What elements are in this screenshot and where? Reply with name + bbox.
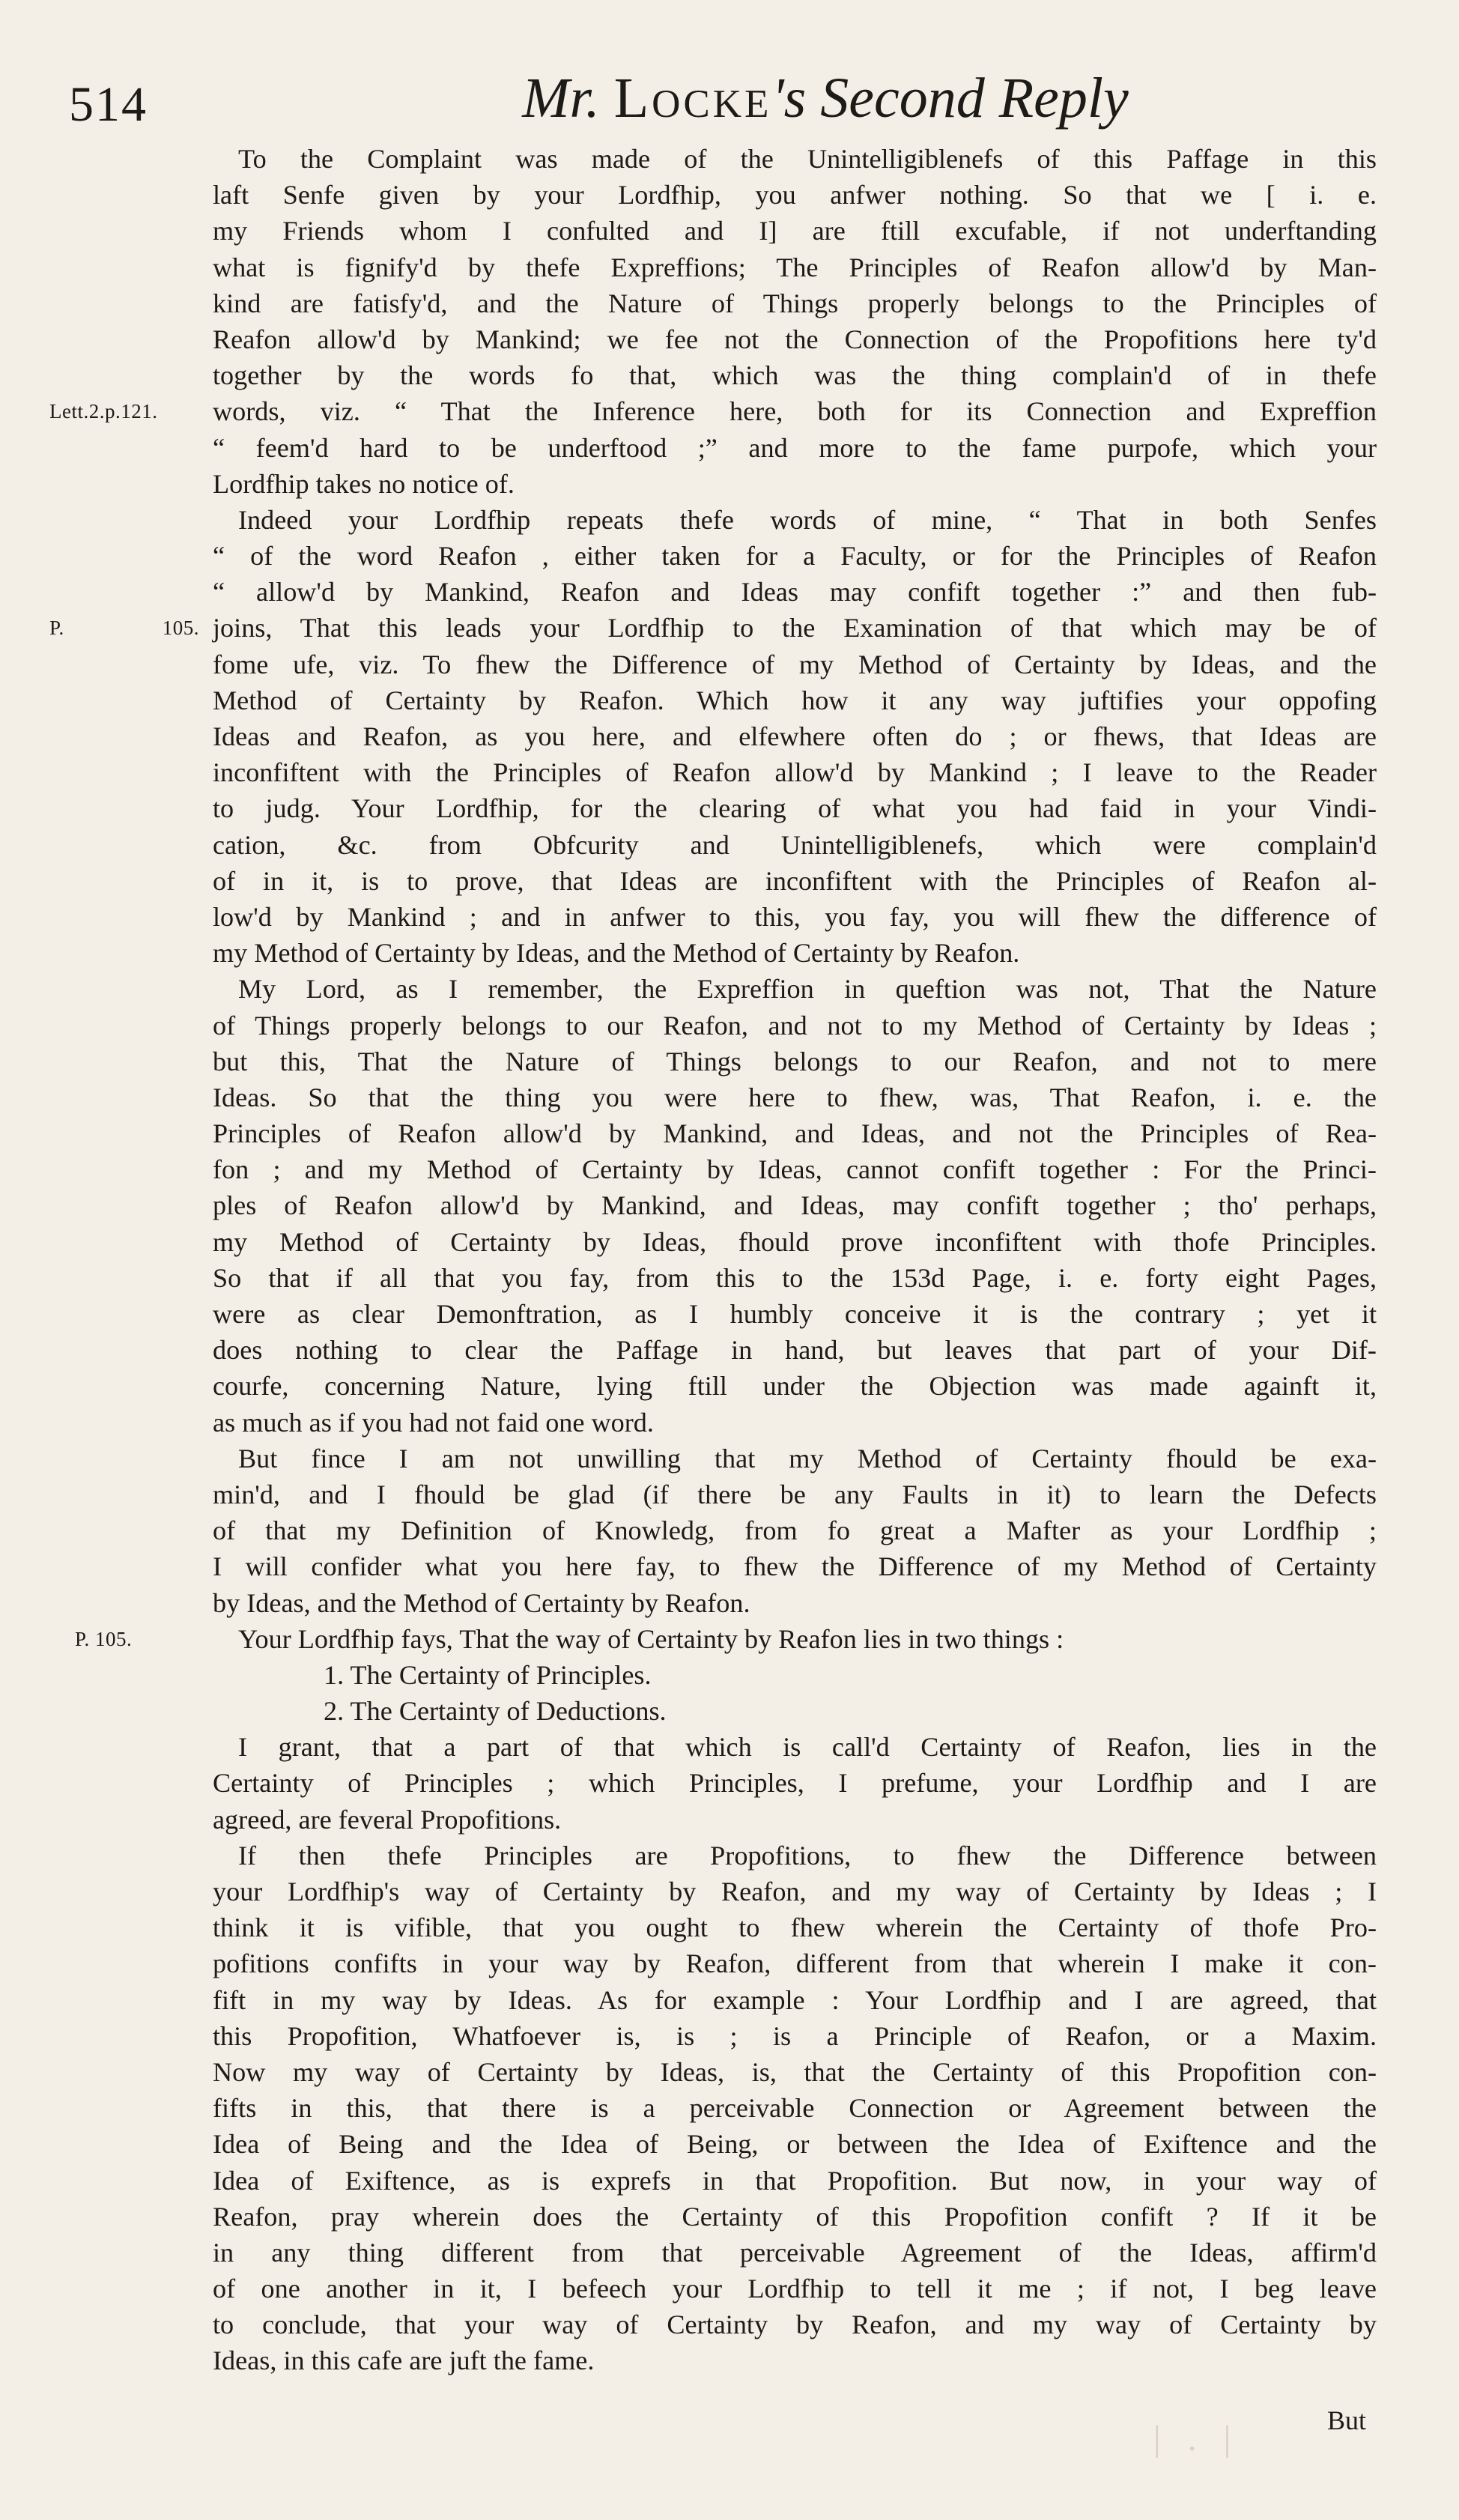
text-line: But fince I am not unwilling that my Method of Certainty fhould be exa- bbox=[238, 1443, 1377, 1473]
text-line: “ feem'd hard to be underftood ;” and more to the fame purpofe, which your bbox=[213, 432, 1377, 463]
list-item: 2. The Certainty of Deductions. bbox=[324, 1696, 667, 1727]
text-line: To the Complaint was made of the Unintelligiblenefs of this Paffage in this bbox=[238, 144, 1377, 174]
running-head-prefix: Mr. bbox=[522, 67, 614, 130]
text-line-with-note bbox=[75, 1621, 1377, 1657]
text-line: Reafon allow'd by Mankind; we fee not the Connection of the Propofitions here ty'd bbox=[213, 324, 1377, 354]
text-line: of one another in it, I befeech your Lordfhip to tell it me ; if not, I beg leave bbox=[213, 2274, 1377, 2304]
text-line: Idea of Exiftence, as is exprefs in that Propofition. But now, in your way of bbox=[213, 2165, 1377, 2196]
text-line: So that if all that you fay, from this to the 153d Page, i. e. forty eight Pages, bbox=[213, 1262, 1377, 1293]
running-head-name: Locke bbox=[613, 67, 772, 130]
text-line: low'd by Mankind ; and in anfwer to this, you fay, you will fhew the difference of bbox=[213, 901, 1377, 932]
margin-note: Lett.2.p.121. bbox=[49, 400, 158, 423]
text-line: pofitions confifts in your way by Reafon, different from that wherein I make it con- bbox=[213, 1948, 1377, 1979]
text-line: laft Senfe given by your Lordfhip, you anfwer nothing. So that we [ i. e. bbox=[213, 180, 1377, 210]
text-line: ples of Reafon allow'd by Mankind, and Ideas, may confift together ; tho' perhaps, bbox=[213, 1190, 1377, 1221]
margin-note: P. 105. bbox=[75, 1627, 133, 1650]
text-line: courfe, concerning Nature, lying ftill under the Objection was made againft it, bbox=[213, 1371, 1377, 1402]
show-through-mark: | . | bbox=[1153, 2419, 1240, 2459]
text-line: of that my Definition of Knowledg, from fo great a Mafter as your Lordfhip ; bbox=[213, 1515, 1377, 1546]
text-line: by Ideas, and the Method of Certainty by Reafon. bbox=[213, 1587, 750, 1618]
text-line: were as clear Demonftration, as I humbly conceive it is the contrary ; yet it bbox=[213, 1299, 1377, 1329]
text-line-with-note bbox=[49, 610, 1377, 646]
text-line: my Method of Certainty by Ideas, fhould prove inconfiftent with thofe Principles. bbox=[213, 1226, 1377, 1257]
text-line: fift in my way by Ideas. As for example : Your Lordfhip and I are agreed, that bbox=[213, 1984, 1377, 2015]
text-line: as much as if you had not faid one word. bbox=[213, 1407, 654, 1438]
text-line: Principles of Reafon allow'd by Mankind, and Ideas, and not the Principles of Rea- bbox=[213, 1118, 1377, 1149]
page-number: 514 bbox=[69, 77, 148, 132]
text-line: my Method of Certainty by Ideas, and the Method of Certainty by Reafon. bbox=[213, 938, 1020, 969]
text-line: your Lordfhip's way of Certainty by Reafon, and my way of Certainty by Ideas ; I bbox=[213, 1877, 1377, 1906]
text-line: Reafon, pray wherein does the Certainty of this Propofition confift ? If it be bbox=[213, 2201, 1377, 2232]
text-line: kind are fatisfy'd, and the Nature of Things properly belongs to the Principles of bbox=[213, 288, 1377, 318]
text-line: I will confider what you here fay, to fhew the Difference of my Method of Certainty bbox=[213, 1551, 1377, 1582]
text-line: to conclude, that your way of Certainty by Reafon, and my way of Certainty by bbox=[213, 2310, 1377, 2340]
text-line: think it is vifible, that you ought to fhew wherein the Certainty of thofe Pro- bbox=[213, 1912, 1377, 1943]
text-line: Ideas and Reafon, as you here, and elfewhere often do ; or fhews, that Ideas are bbox=[213, 721, 1377, 751]
text-line: in any thing different from that perceivable Agreement of the Ideas, affirm'd bbox=[213, 2237, 1377, 2268]
text-line: agreed, are feveral Propofitions. bbox=[213, 1804, 562, 1835]
text-line: “ of the word Reafon , either taken for a Faculty, or for the Principles of Reafon bbox=[213, 541, 1377, 572]
margin-note: P. 105. bbox=[49, 617, 199, 640]
text-line: Lordfhip takes no notice of. bbox=[213, 468, 515, 499]
text-line: does nothing to clear the Paffage in hand, but leaves that part of your Dif- bbox=[213, 1335, 1377, 1366]
text-line: this Propofition, Whatfoever is, is ; is a Principle of Reafon, or a Maxim. bbox=[213, 2020, 1377, 2051]
text-line: fon ; and my Method of Certainty by Ideas, cannot confift together : For the Princi- bbox=[213, 1154, 1377, 1185]
text-line: inconfiftent with the Principles of Reafon allow'd by Mankind ; I leave to the Reader bbox=[213, 757, 1377, 788]
text-line: fome ufe, viz. To fhew the Difference of my Method of Certainty by Ideas, and the bbox=[213, 649, 1377, 679]
text-line: Method of Certainty by Reafon. Which how it any way juftifies your oppofing bbox=[213, 685, 1377, 715]
text-line: of Things properly belongs to our Reafon, and not to my Method of Certainty by Ideas ; bbox=[213, 1010, 1377, 1041]
text-line: min'd, and I fhould be glad (if there be any Faults in it) to learn the Defects bbox=[213, 1479, 1377, 1509]
text-line: Now my way of Certainty by Ideas, is, that the Certainty of this Propofition con- bbox=[213, 2056, 1377, 2087]
text-line: of in it, is to prove, that Ideas are inconfiftent with the Principles of Reafon al- bbox=[213, 865, 1377, 896]
catchword: But bbox=[1326, 2405, 1366, 2435]
text-line: what is fignify'd by thefe Expreffions; The Principles of Reafon allow'd by Man- bbox=[213, 252, 1377, 282]
running-head-suffix: 's Second Reply bbox=[771, 67, 1129, 130]
text-line: My Lord, as I remember, the Expreffion in queftion was not, That the Nature bbox=[238, 974, 1377, 1005]
text-line-with-note bbox=[49, 393, 1377, 429]
text-line: Ideas. So that the thing you were here to fhew, was, That Reafon, i. e. the bbox=[213, 1082, 1377, 1112]
text-line: Certainty of Principles ; which Principles, I prefume, your Lordfhip and I are bbox=[213, 1768, 1377, 1799]
text-line: I grant, that a part of that which is call'd Certainty of Reafon, lies in the bbox=[238, 1732, 1377, 1763]
text-line: Idea of Being and the Idea of Being, or between the Idea of Exiftence and the bbox=[213, 2129, 1377, 2160]
text-line: my Friends whom I confulted and I] are ftill excufable, if not underftanding bbox=[213, 216, 1377, 246]
page-header bbox=[69, 66, 1369, 133]
text-line: Ideas, in this cafe are juft the fame. bbox=[213, 2345, 595, 2376]
text-line: cation, &c. from Obfcurity and Unintelligiblenefs, which were complain'd bbox=[213, 829, 1377, 860]
text-line: fifts in this, that there is a perceivable Connection or Agreement between the bbox=[213, 2093, 1377, 2124]
text-line: Your Lordfhip fays, That the way of Certainty by Reafon lies in two things : bbox=[238, 1623, 1064, 1654]
body-text bbox=[49, 141, 1377, 2379]
list-item: 1. The Certainty of Principles. bbox=[324, 1659, 652, 1690]
running-head bbox=[413, 66, 1237, 131]
text-line: joins, That this leads your Lordfhip to the Examination of that which may be of bbox=[213, 613, 1377, 643]
text-line: “ allow'd by Mankind, Reafon and Ideas may confift together :” and then fub- bbox=[213, 577, 1377, 608]
text-line: to judg. Your Lordfhip, for the clearing of what you had faid in your Vindi- bbox=[213, 793, 1377, 824]
text-line: Indeed your Lordfhip repeats thefe words of mine, “ That in both Senfes bbox=[238, 504, 1377, 535]
text-line: but this, That the Nature of Things belongs to our Reafon, and not to mere bbox=[213, 1046, 1377, 1076]
text-line: together by the words fo that, which was the thing complain'd of in thefe bbox=[213, 360, 1377, 391]
text-line: words, viz. “ That the Inference here, both for its Connection and Expreffion bbox=[213, 396, 1377, 427]
text-line: If then thefe Principles are Propofitions, to fhew the Difference between bbox=[238, 1840, 1377, 1871]
